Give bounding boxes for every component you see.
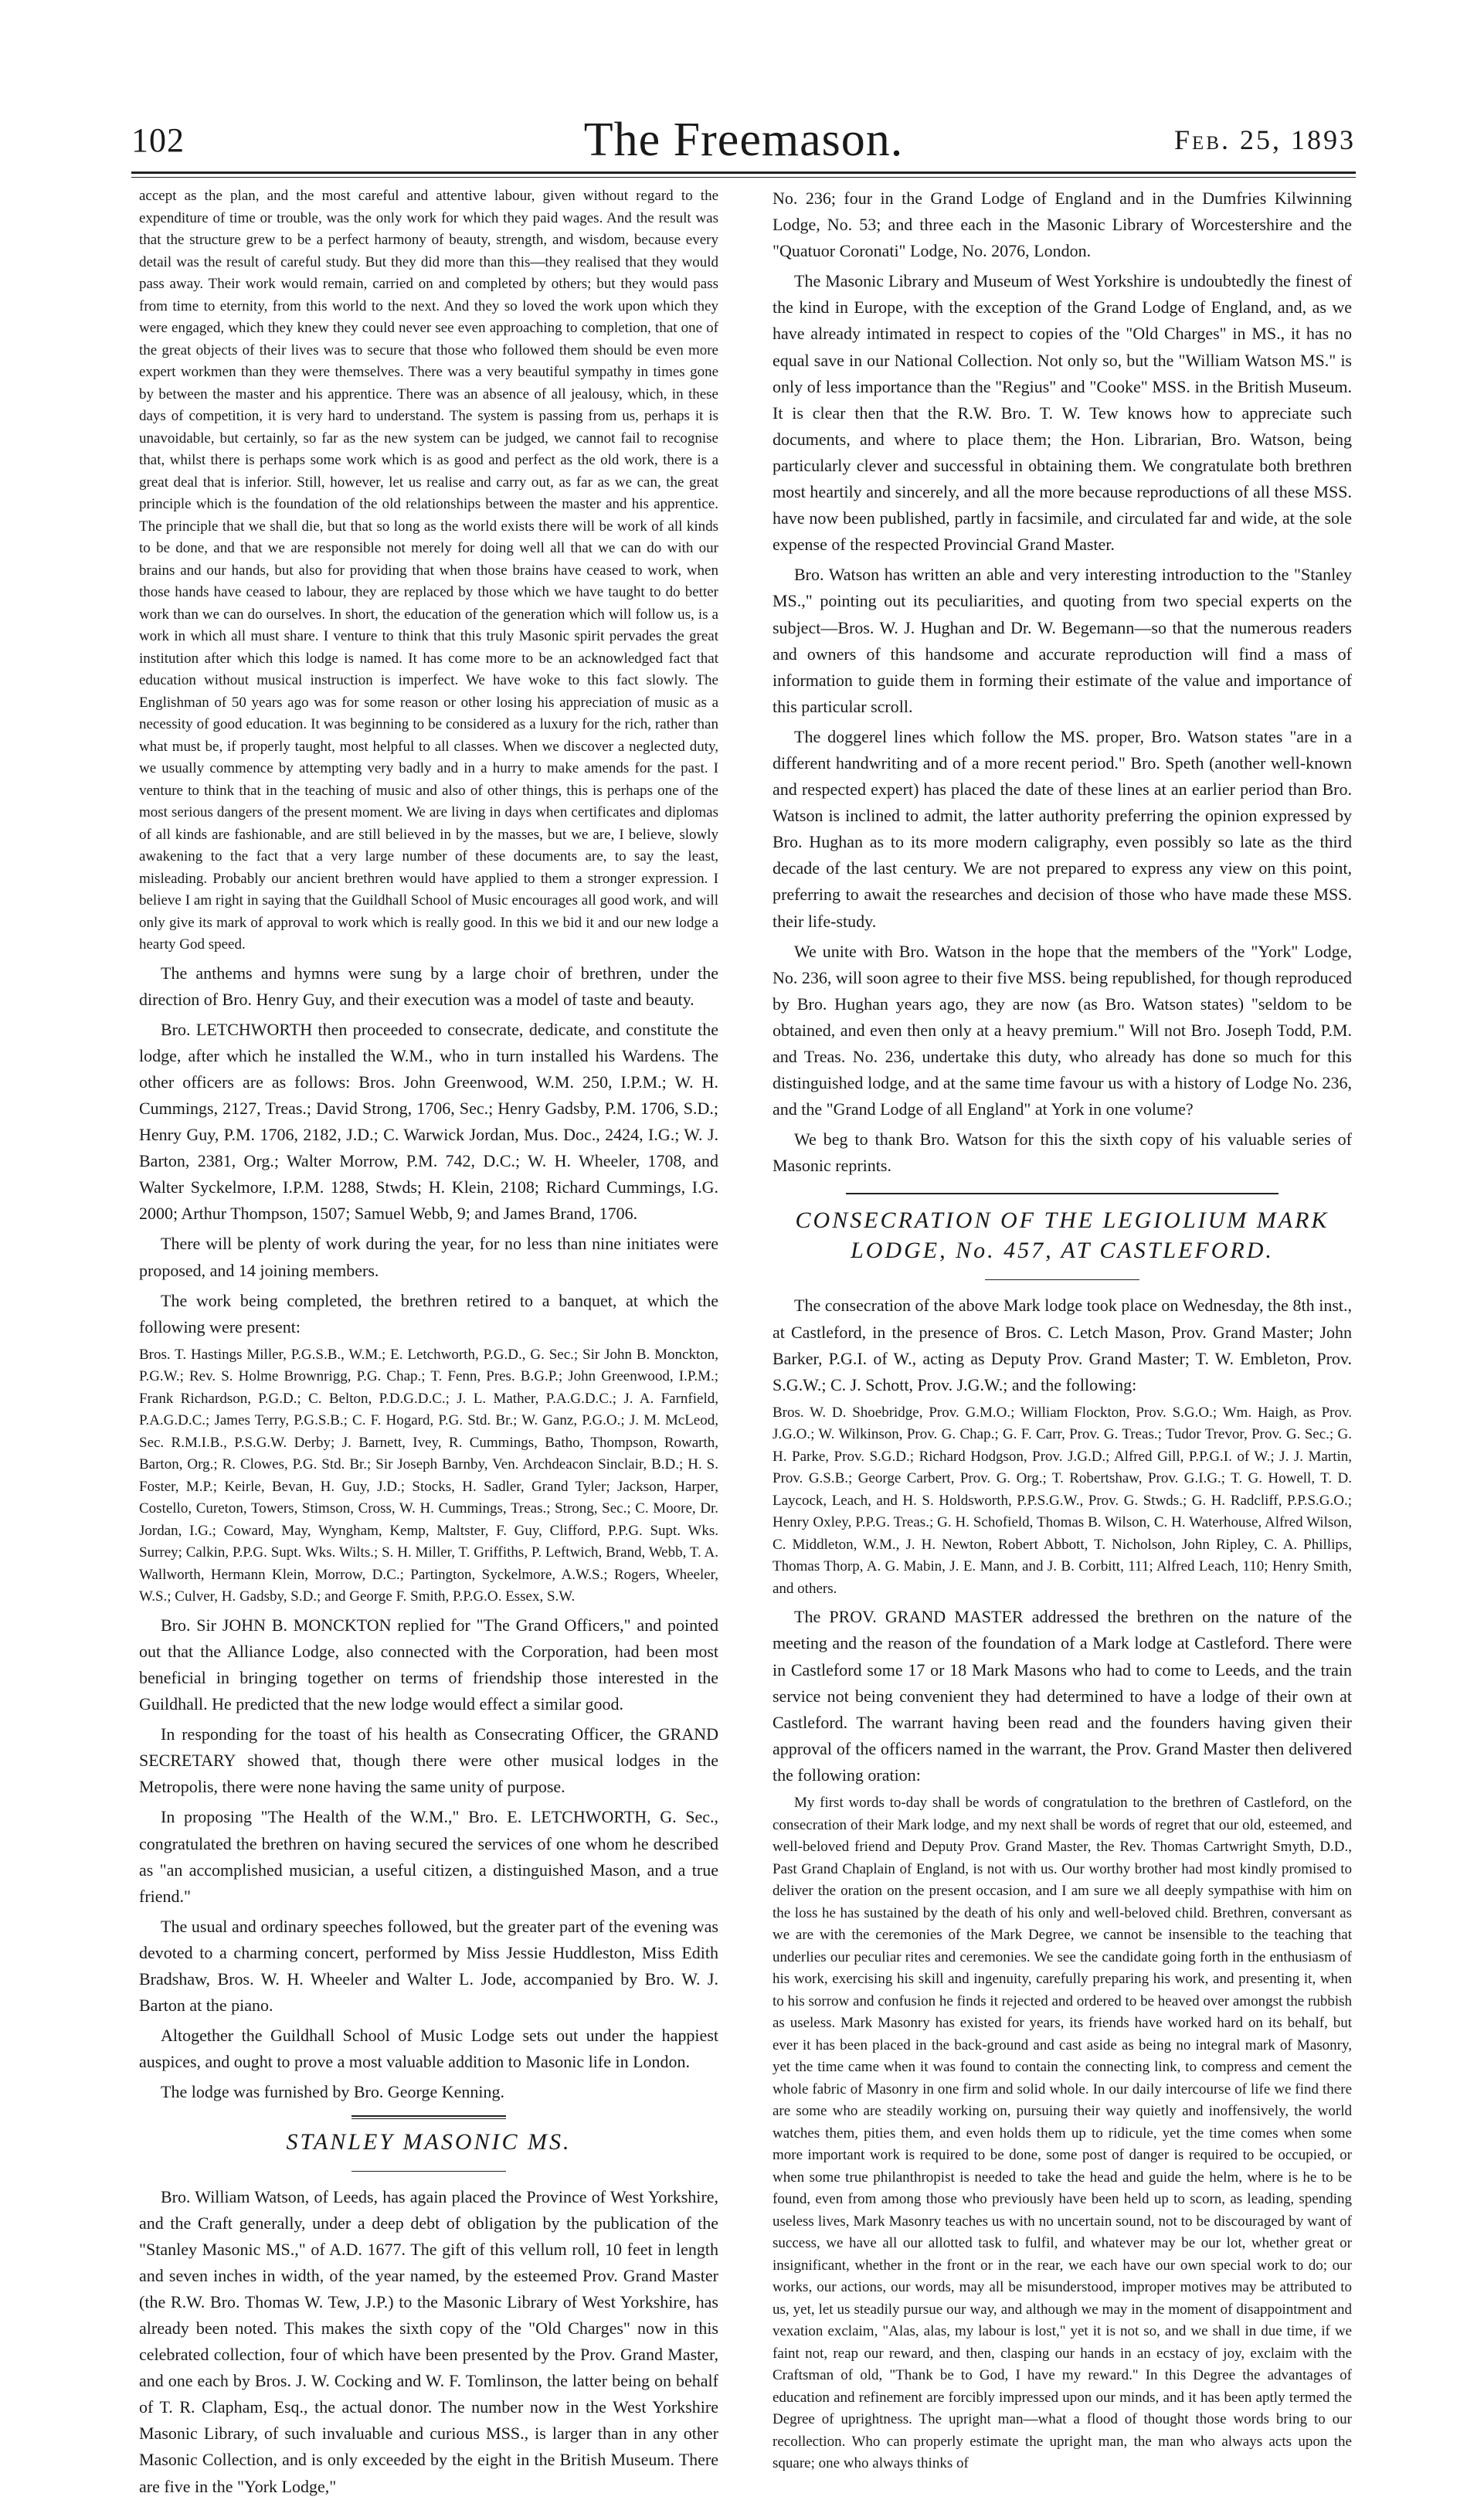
article-paragraph: Bro. William Watson, of Leeds, has again placed the Province of West Yorkshire, and the Craft generally, under a deep debt of obligation by the publication of the "Stanley Masonic MS.," of A.D. 1677. The gift of this vellum roll, 10 feet in length and seven inches in width, of the year named, by the esteemed Prov. Grand Master (the R.W. Bro. Thomas W. Tew, J.P.) to the Masonic Library of West Yorkshire, has already been noted. This makes the sixth copy of the "Old Charges" now in this celebrated collection, four of which have been presented by the Prov. Grand Master, and one each by Bros. J. W. Cocking and W. F. Tomlinson, the latter being on behalf of T. R. Clapham, Esq., the actual donor. The number now in the West Yorkshire Masonic Library, of such invaluable and curious MSS., is larger than in any other Masonic Collection, and is only exceeded by the eight in the British Museum. There are five in the "York Lodge," xyxy=(139,2186,718,2496)
article-paragraph: Bro. Sir JOHN B. MONCKTON replied for "The Grand Officers," and pointed out that the Alliance Lodge, also connected with the Corporation, had been most beneficial in bringing together on terms of friendship those interested in the Guildhall. He predicted that the new lodge would effect a similar good. xyxy=(139,1615,718,1714)
attendance-list: Bros. W. D. Shoebridge, Prov. G.M.O.; William Flockton, Prov. S.G.O.; Wm. Haigh, as Prov. J.G.O.; W. Wilkinson, Prov. G. Chap.; G. F. Carr, Prov. G. Treas.; Tudor Trevor, Prov. G. Sec.; G. H. Parke, Prov. S.G.D.; Richard Hodgson, Prov. J.G.D.; Alfred Gill, P.P.G.I. of W.; J. J. Martin, Prov. G.S.B.; George Carbert, Prov. G. Org.; T. Robertshaw, Prov. G.I.G.; T. G. Howell, T. D. Laycock, Leach, and H. S. Holdsworth, P.P.S.G.W., Prov. G. Stwds.; G. H. Radcliff, P.P.S.G.O.; Henry Oxley, P.P.G. Treas.; G. H. Schofield, Thomas B. Wilson, C. H. Waterhouse, Alfred Wilson, C. Middleton, W.M., J. H. Newton, Robert Abbott, T. Nicholson, John Ripley, C. A. Phillips, Thomas Thorp, A. G. Mabin, J. E. Mann, and J. B. Corbitt, 111; Alfred Leach, 110; Henry Smith, and others. xyxy=(773,1404,1352,1597)
masthead-rule-thin xyxy=(131,177,1356,178)
article-paragraph: The doggerel lines which follow the MS. proper, Bro. Watson states "are in a different handwriting and of a more recent period." Bro. Speth (another well-known and respected expert) has placed the date of these lines at an earlier period than Bro. Watson is inclined to admit, the latter authority preferring the opinion expressed by Bro. Hughan as to its more modern caligraphy, even possibly so late as the third decade of the last century. We are not prepared to express any view on this point, preferring to await the researches and decision of those who have made these MSS. their life-study. xyxy=(773,726,1352,931)
section-rule xyxy=(351,2115,506,2117)
section-rule-bottom xyxy=(985,1279,1139,1280)
article-paragraph: The usual and ordinary speeches followed, but the greater part of the evening was devoted to a charming concert, performed by Miss Jessie Huddleston, Miss Edith Bradshaw, Bros. W. H. Wheeler and Walter L. Jode, accompanied by Bro. W. J. Barton at the piano. xyxy=(139,1916,718,2016)
section-rule-bottom xyxy=(351,2171,506,2172)
article-paragraph: No. 236; four in the Grand Lodge of England and in the Dumfries Kilwinning Lodge, No. 53; and three each in the Masonic Library of Worcestershire and the "Quatuor Coronati" Lodge, No. 2076, London. xyxy=(773,189,1352,261)
article-paragraph: The lodge was furnished by Bro. George Kenning. xyxy=(161,2082,504,2102)
issue-date: Feb. 25, 1893 xyxy=(1174,124,1356,155)
article-paragraph: There will be plenty of work during the year, for no less than nine initiates were proposed, and 14 joining members. xyxy=(139,1234,718,1280)
section-heading-consecration xyxy=(773,1205,1352,1265)
section-rule-thin xyxy=(351,2118,506,2119)
article-paragraph: In proposing "The Health of the W.M.," Bro. E. LETCHWORTH, G. Sec., congratulated the brethren on having secured the services of one whom he described as "an accomplished musician, a useful citizen, a distinguished Mason, and a true friend." xyxy=(139,1807,718,1906)
article-paragraph: Bro. LETCHWORTH then proceeded to consecrate, dedicate, and constitute the lodge, after which he installed the W.M., who in turn installed his Wardens. The other officers are as follows: Bros. John Greenwood, W.M. 250, I.P.M.; W. H. Cummings, 2127, Treas.; David Strong, 1706, Sec.; Henry Gadsby, P.M. 1706, S.D.; Henry Guy, P.M. 1706, 2182, J.D.; C. Warwick Jordan, Mus. Doc., 2424, I.G.; W. J. Barton, 2381, Org.; Walter Morrow, P.M. 742, D.C.; W. H. Wheeler, 1708, and Walter Syckelmore, I.P.M. 1288, Stwds; H. Klein, 2108; Richard Cummings, I.G. 2000; Arthur Thompson, 1507; Samuel Webb, 9; and James Brand, 1706. xyxy=(139,1019,718,1224)
masthead xyxy=(131,113,1356,167)
article-paragraph: The anthems and hymns were sung by a large choir of brethren, under the direction of Bro. Henry Guy, and their execution was a model of taste and beauty. xyxy=(139,963,718,1009)
article-paragraph: The Masonic Library and Museum of West Yorkshire is undoubtedly the finest of the kind in Europe, with the exception of the Grand Lodge of England, and, as we have already intimated in respect to copies of the "Old Charges" in MS., it has no equal save in our National Collection. Not only so, but the "William Watson MS." is only of less importance than the "Regius" and "Cooke" MSS. in the British Museum. It is clear then that the R.W. Bro. T. W. Tew knows how to appreciate such documents, and where to place them; the Hon. Librarian, Bro. Watson, being particularly clever and successful in obtaining them. We congratulate both brethren most heartily and sincerely, and all the more because reproductions of all these MSS. have now been published, partly in facsimile, and circulated far and wide, at the sole expense of the respected Provincial Grand Master. xyxy=(773,271,1352,555)
masthead-rule xyxy=(131,172,1356,174)
article-paragraph: We unite with Bro. Watson in the hope that the members of the "York" Lodge, No. 236, will soon agree to their five MSS. being republished, for though reproduced by Bro. Hughan years ago, they are now (as Bro. Watson states) "seldom to be obtained, and even then only at a heavy premium." Will not Bro. Joseph Todd, P.M. and Treas. No. 236, undertake this duty, who already has done so much for this distinguished lodge, and at the same time favour us with a history of Lodge No. 236, and the "Grand Lodge of all England" at York in one volume? xyxy=(773,941,1352,1119)
left-column xyxy=(139,185,718,2496)
right-column xyxy=(773,185,1352,2471)
article-paragraph: The PROV. GRAND MASTER addressed the brethren on the nature of the meeting and the reason of the foundation of a Mark lodge at Castleford. There were in Castleford some 17 or 18 Mark Masons who had to come to Leeds, and the train service not being convenient they had determined to have a lodge of their own at Castleford. The warrant having been read and the founders having given their approval of the officers named in the warrant, the Prov. Grand Master then delivered the following oration: xyxy=(773,1607,1352,1785)
newspaper-title: The Freemason. xyxy=(583,114,904,166)
section-heading-line: LODGE, No. 457, AT CASTLEFORD. xyxy=(851,1238,1274,1264)
article-paragraph: In responding for the toast of his health as Consecrating Officer, the GRAND SECRETARY showed that, though there were other musical lodges in the Metropolis, there were none having the same unity of purpose. xyxy=(139,1724,718,1797)
article-paragraph: The work being completed, the brethren retired to a banquet, at which the following were present: xyxy=(139,1290,718,1337)
section-divider xyxy=(846,1193,1279,1194)
article-paragraph: Bro. Watson has written an able and very interesting introduction to the "Stanley MS.," pointing out its peculiarities, and quoting from two special experts on the subject—Bros. W. J. Hughan and Dr. W. Begemann—so that the numerous readers and owners of this handsome and accurate reproduction will find a mass of information to guide them in forming their estimate of the value and importance of this particular scroll. xyxy=(773,565,1352,716)
article-paragraph: We beg to thank Bro. Watson for this the sixth copy of his valuable series of Masonic reprints. xyxy=(773,1129,1352,1176)
article-paragraph: Altogether the Guildhall School of Music Lodge sets out under the happiest auspices, and ought to prove a most valuable addition to Masonic life in London. xyxy=(139,2026,718,2072)
section-heading-stanley: STANLEY MASONIC MS. xyxy=(286,2128,572,2155)
page-number: 102 xyxy=(131,121,185,159)
section-heading-line: CONSECRATION OF THE LEGIOLIUM MARK xyxy=(795,1208,1329,1234)
oration-text: My first words to-day shall be words of congratulation to the brethren of Castleford, on the consecration of their Mark lodge, and my next shall be words of regret that our old, esteemed, and well-beloved friend and Deputy Prov. Grand Master, the Rev. Thomas Cartwright Smyth, D.D., Past Grand Chaplain of England, is not with us. Our worthy brother had most kindly promised to deliver the oration on the present occasion, and I am sure we all deeply sympathise with him on the loss he has sustained by the death of his only and well-beloved child. Brethren, conversant as we are with the ceremonies of the Mark Degree, we cannot be insensible to the teaching that underlies our peculiar rites and ceremonies. We see the candidate going forth in the enthusiasm of his work, exercising his skill and ingenuity, carefully preparing his work, and presenting it, when to his sorrow and confusion he finds it rejected and ordered to be heaved over amongst the rubbish as useless. Mark Masonry has existed for years, its friends have worked hard on its behalf, but ever it has been placed in the back-ground and cast aside as being no integral mark of Masonry, yet the time came when it was found to contain the connecting link, to compress and cement the whole fabric of Masonry in one firm and solid whole. In our daily intercourse of life we find there are some who are steadily working on, pursuing their way quietly and inoffensively, the world watches them, pities them, and even holds them up to ridicule, yet the time comes when some more important work is required to be done, some post of danger is required to be occupied, or when some true philanthropist is needed to take the head and guide the helm, where is he to be found, even from among those who previously have been held up to scorn, as leading, spending useless lives, Mark Masonry teaches us with no uncertain sound, not to be discouraged by want of success, we have all our allotted task to fulfil, and whatever may be our lot, whether great or insignificant, whether in the front or in the rear, we each have our own special work to do; our works, our actions, our words, may all be misunderstood, improper motives may be attributed to us, yet, let us steadily pursue our way, and although we may in the moment of disappointment and vexation exclaim, "Alas, alas, my labour is lost," yet it is not so, and we shall in due time, if we faint not, reap our reward, and then, clasping our hands in an ecstacy of joy, exclaim with the Craftsman of old, "Thank be to God, I have my reward." In this Degree the advantages of education and refinement are forcibly impressed upon our minds, and it has been aptly termed the Degree of uprightness. The upright man—what a flood of thought those words bring to our recollection. Who can properly estimate the upright man, the man who always acts upon the square; one who always thinks of xyxy=(773,1795,1352,2471)
attendance-list: Bros. T. Hastings Miller, P.G.S.B., W.M.; E. Letchworth, P.G.D., G. Sec.; Sir John B. Monckton, P.G.W.; Rev. S. Holme Brownrigg, P.G. Chap.; T. Fenn, Pres. B.G.P.; John Greenwood, I.P.M.; Frank Richardson, P.G.D.; C. Belton, P.D.G.D.C.; J. L. Mather, P.A.G.D.C.; J. A. Farnfield, P.A.G.D.C.; James Terry, P.G.S.B.; C. F. Hogard, P.G. Std. Br.; W. Ganz, P.G.O.; J. M. McLeod, Sec. R.M.I.B., P.S.G.W. Derby; J. Barnett, Ivey, R. Cummings, Batho, Thompson, Rowarth, Barton, Org.; R. Clowes, P.G. Std. Br.; Sir Joseph Barnby, Ven. Archdeacon Sinclair, B.D.; H. S. Foster, M.P.; Keirle, Bevan, H. Guy, J.D.; Stocks, H. Sadler, Grand Tyler; Jackson, Harper, Costello, Cureton, Towers, Stimson, Cross, W. H. Cummings, Treas.; Strong, Sec.; C. Moore, Dr. Jordan, I.G.; Coward, May, Wyngham, Kemp, Maltster, F. Guy, Clifford, P.P.G. Supt. Wks. Surrey; Calkin, P.P.G. Supt. Wks. Wilts.; S. H. Miller, T. Griffiths, P. Leftwich, Brand, Webb, T. A. Wallworth, Hermann Klein, Morrow, D.C.; Partington, Syckelmore, A.W.S.; Rogers, Wheeler, W.S.; Culver, H. Gadsby, S.D.; and George F. Smith, P.P.G.O. Essex, S.W. xyxy=(139,1346,718,1605)
article-paragraph: accept as the plan, and the most careful and attentive labour, given without regard to the expenditure of time or trouble, was the only work for which they paid wages. And the result was that the structure grew to be a perfect harmony of beauty, strength, and wisdom, because every detail was the result of careful study. But they did more than this—they realised that they would pass away. Their work would remain, carried on and completed by others; but they would pass from time to eternity, from this world to the next. And they so loved the work upon which they were engaged, which they knew they could never see even approaching to completion, that one of the great objects of their lives was to secure that those who followed them should be even more expert workmen than they were themselves. There was a very beautiful sympathy in times gone by between the master and his apprentice. There was an absence of all jealousy, which, in these days of competition, it is very hard to understand. The system is passing from us, perhaps it is unavoidable, but certainly, so far as the new system can be judged, we cannot fail to recognise that, whilst there is perhaps some work which is as good and perfect as the old work, there is a great deal that is inferior. Still, however, let us realise and carry out, as far as we can, the great principle which is the foundation of the old relationships between the master and his apprentice. The principle that we shall die, but that so long as the world exists there will be work of all kinds to be done, and that we are responsible not merely for doing well all that we can do with our brains and our hands, but also for providing that when those brains have ceased to work, when those hands have ceased to labour, they are replaced by those which we have taught to do better work than we can do ourselves. In short, the education of the generation which will follow us, is a work in which all must share. I venture to think that this truly Masonic spirit pervades the great institution after which this lodge is named. It has come more to be an acknowledged fact that education without musical instruction is imperfect. We have woke to this fact slowly. The Englishman of 50 years ago was for some reason or other losing his appreciation of music as a necessity of good education. It was beginning to be considered as a luxury for the rich, rather than what must be, if properly taught, most helpful to all classes. When we discover a neglected duty, we usually commence by attempting very badly and in a hurry to make amends for the past. I venture to think that in the teaching of music and also of other things, this is perhaps one of the most serious dangers of the present moment. We are living in days when certificates and diplomas of all kinds are fashionable, and are still believed in by the masses, but we are, I believe, slowly awakening to the fact that a very large number of these documents are, to say the least, misleading. Probably our ancient brethren would have applied to them a stronger expression. I believe I am right in saying that the Guildhall School of Music encourages all good work, and will only give its mark of approval to work which is really good. In this we bid it and our new lodge a hearty God speed. xyxy=(139,188,718,953)
article-paragraph: The consecration of the above Mark lodge took place on Wednesday, the 8th inst., at Castleford, in the presence of Bros. C. Letch Mason, Prov. Grand Master; John Barker, P.G.I. of W., acting as Deputy Prov. Grand Master; T. W. Embleton, Prov. S.G.W.; C. J. Schott, Prov. J.G.W.; and the following: xyxy=(773,1296,1352,1394)
